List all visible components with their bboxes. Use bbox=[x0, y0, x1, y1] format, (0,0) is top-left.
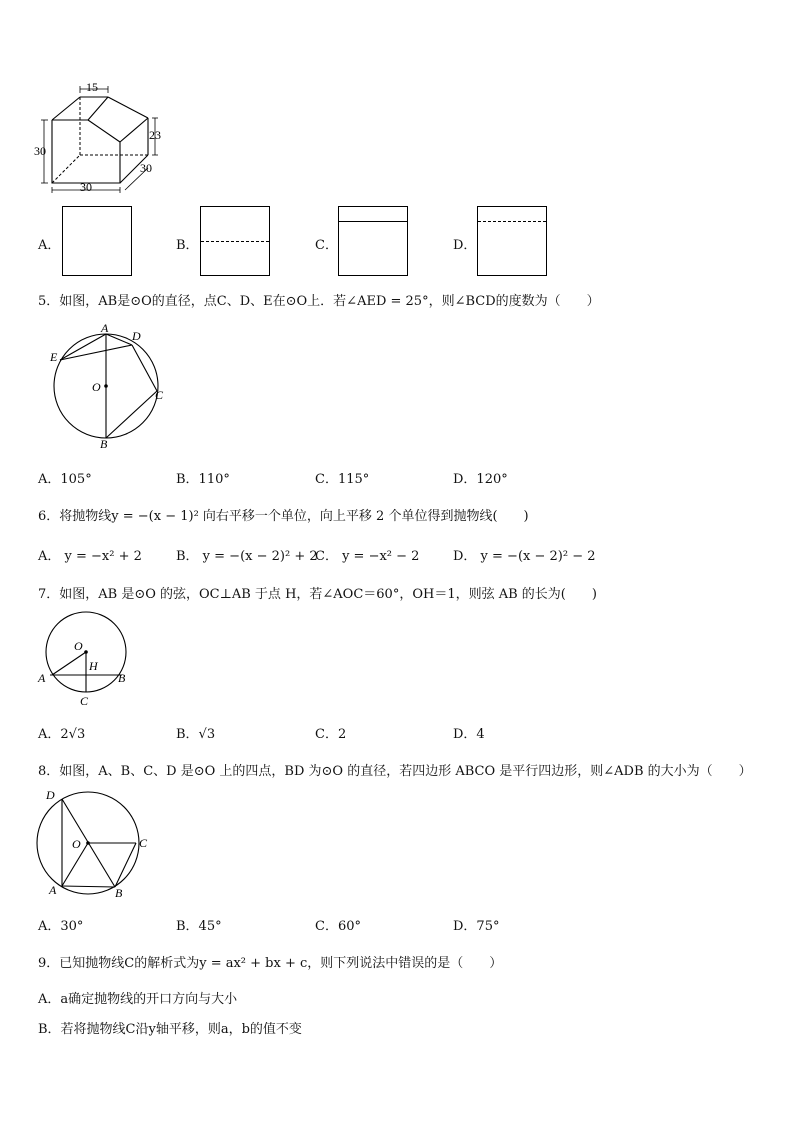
q4-dim-bottom: 30 bbox=[80, 180, 92, 194]
q4-option-c-label: C． bbox=[315, 238, 338, 253]
q5-option-a: A．105° bbox=[38, 472, 92, 487]
q6-option-b: B． y = −(x − 2)² + 2 bbox=[176, 549, 318, 564]
q8-option-a: A．30° bbox=[38, 919, 84, 934]
q5-circle-figure bbox=[40, 318, 170, 450]
q8-option-b: B．45° bbox=[176, 919, 222, 934]
q5-label-c: C bbox=[155, 388, 164, 402]
q4-option-c-square bbox=[338, 206, 408, 276]
q4-option-c-solid-line bbox=[339, 221, 407, 222]
q4-dim-left: 30 bbox=[34, 144, 46, 158]
q7-option-d: D．4 bbox=[453, 727, 485, 742]
q5-label-b: B bbox=[100, 437, 108, 450]
q6-stem: 6．将抛物线y = −(x − 1)² 向右平移一个单位，向上平移 2 个单位得到抛物线( ) bbox=[38, 509, 529, 524]
q4-solid-figure bbox=[30, 76, 180, 196]
q8-label-d: D bbox=[46, 788, 55, 802]
q7-option-a: A．2√3 bbox=[38, 727, 86, 742]
q5-option-b: B．110° bbox=[176, 472, 230, 487]
q9-stem: 9．已知抛物线C的解析式为y = ax² + bx + c，则下列说法中错误的是（ ） bbox=[38, 956, 503, 971]
q7-option-c: C．2 bbox=[315, 727, 347, 742]
q5-label-o: O bbox=[92, 380, 101, 394]
q4-option-b-label: B． bbox=[176, 238, 199, 253]
q6-option-d: D． y = −(x − 2)² − 2 bbox=[453, 549, 596, 564]
q5-option-c: C．115° bbox=[315, 472, 370, 487]
q4-option-d-dashed-line bbox=[478, 221, 546, 222]
q9-option-b: B．若将抛物线C沿y轴平移，则a，b的值不变 bbox=[38, 1022, 302, 1037]
q9-option-a: A．a确定抛物线的开口方向与大小 bbox=[38, 992, 238, 1007]
q7-label-a: A bbox=[38, 671, 46, 685]
q5-label-d: D bbox=[132, 329, 141, 343]
q8-label-b: B bbox=[115, 886, 123, 900]
q7-option-b: B．√3 bbox=[176, 727, 216, 742]
q5-label-a: A bbox=[101, 321, 109, 335]
q7-stem: 7．如图，AB 是⊙O 的弦，OC⊥AB 于点 H，若∠AOC＝60°，OH＝1，则弦 AB 的长为( ) bbox=[38, 587, 597, 602]
q7-label-c: C bbox=[80, 694, 89, 708]
q4-option-d-label: D． bbox=[453, 238, 477, 253]
q4-option-b-square bbox=[200, 206, 270, 276]
q8-stem: 8．如图，A、B、C、D 是⊙O 上的四点，BD 为⊙O 的直径，若四边形 ABCO 是平行四边形，则∠ADB 的大小为（ ） bbox=[38, 764, 752, 779]
q4-option-b-dashed-line bbox=[201, 241, 269, 242]
q8-circle-figure bbox=[36, 784, 156, 900]
q4-dim-top: 15 bbox=[86, 80, 98, 94]
q4-option-d-square bbox=[477, 206, 547, 276]
q5-label-e: E bbox=[50, 350, 58, 364]
q7-label-b: B bbox=[118, 671, 126, 685]
q4-dim-depth: 30 bbox=[140, 161, 152, 175]
q4-dim-right: 23 bbox=[149, 128, 161, 142]
q7-circle-figure bbox=[36, 608, 136, 708]
q8-label-o: O bbox=[72, 837, 81, 851]
q8-label-a: A bbox=[49, 883, 57, 897]
q8-option-d: D．75° bbox=[453, 919, 500, 934]
q4-option-a-square bbox=[62, 206, 132, 276]
q7-label-h: H bbox=[89, 659, 98, 673]
q5-option-d: D．120° bbox=[453, 472, 508, 487]
q5-stem: 5．如图，AB是⊙O的直径，点C、D、E在⊙O上．若∠AED = 25°，则∠BCD的度数为（ ） bbox=[38, 294, 600, 309]
q8-option-c: C．60° bbox=[315, 919, 361, 934]
q6-option-a: A． y = −x² + 2 bbox=[38, 549, 142, 564]
q8-label-c: C bbox=[139, 836, 148, 850]
q7-label-o: O bbox=[74, 639, 83, 653]
q4-option-a-label: A． bbox=[38, 238, 61, 253]
q6-option-c: C． y = −x² − 2 bbox=[315, 549, 420, 564]
